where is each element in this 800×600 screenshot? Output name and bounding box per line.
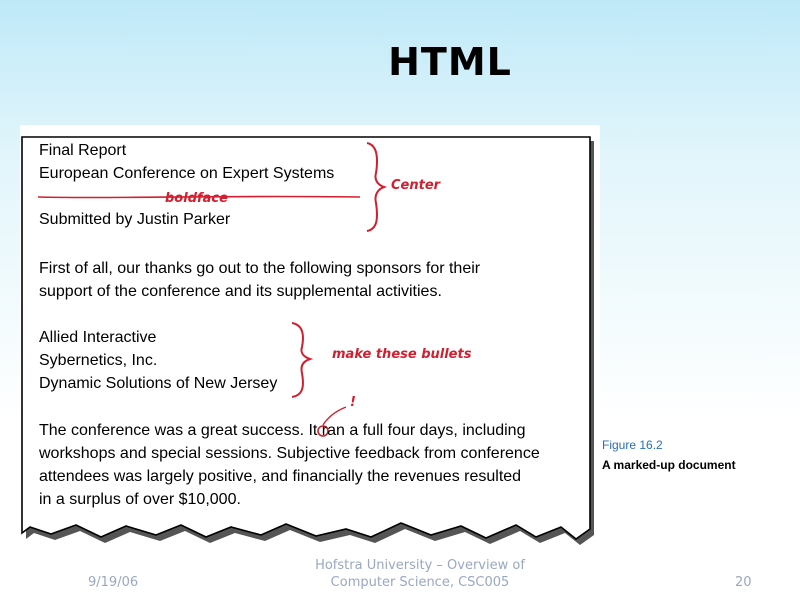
- doc-line-report-title: Final Report: [39, 142, 127, 159]
- annotation-make-bullets: make these bullets: [332, 347, 472, 362]
- doc-line-summary-4: in a surplus of over $10,000.: [39, 491, 241, 508]
- doc-line-thanks-2: support of the conference and its supplemental activities.: [39, 283, 442, 300]
- doc-line-sponsor-1: Allied Interactive: [39, 329, 157, 346]
- doc-line-conference-name: European Conference on Expert Systems: [39, 165, 335, 182]
- figure-caption-text: A marked-up document: [602, 458, 736, 472]
- footer-date: 9/19/06: [88, 575, 139, 590]
- annotation-boldface: boldface: [165, 191, 228, 206]
- doc-line-sponsor-3: Dynamic Solutions of New Jersey: [39, 375, 278, 392]
- doc-line-summary-3: attendees was largely positive, and financially the revenues resulted: [39, 468, 522, 485]
- doc-line-summary-1: The conference was a great success. It ran a full four days, including: [39, 422, 526, 439]
- footer-course-line-2: Computer Science, CSC005: [330, 575, 510, 590]
- doc-line-thanks-1: First of all, our thanks go out to the following sponsors for their: [39, 260, 481, 277]
- figure-panel: [20, 125, 600, 557]
- footer-page-number: 20: [735, 575, 752, 590]
- annotation-exclamation: !: [350, 395, 356, 410]
- doc-line-summary-2: workshops and special sessions. Subjective feedback from conference: [39, 445, 540, 462]
- figure-caption-number: Figure 16.2: [602, 438, 663, 452]
- doc-line-submitted-by: Submitted by Justin Parker: [39, 211, 231, 228]
- annotation-center: Center: [391, 178, 441, 193]
- footer-course: [290, 557, 550, 591]
- doc-line-sponsor-2: Sybernetics, Inc.: [39, 352, 158, 369]
- slide-title: HTML: [388, 40, 512, 84]
- footer-course-line-1: Hofstra University – Overview of: [315, 558, 525, 573]
